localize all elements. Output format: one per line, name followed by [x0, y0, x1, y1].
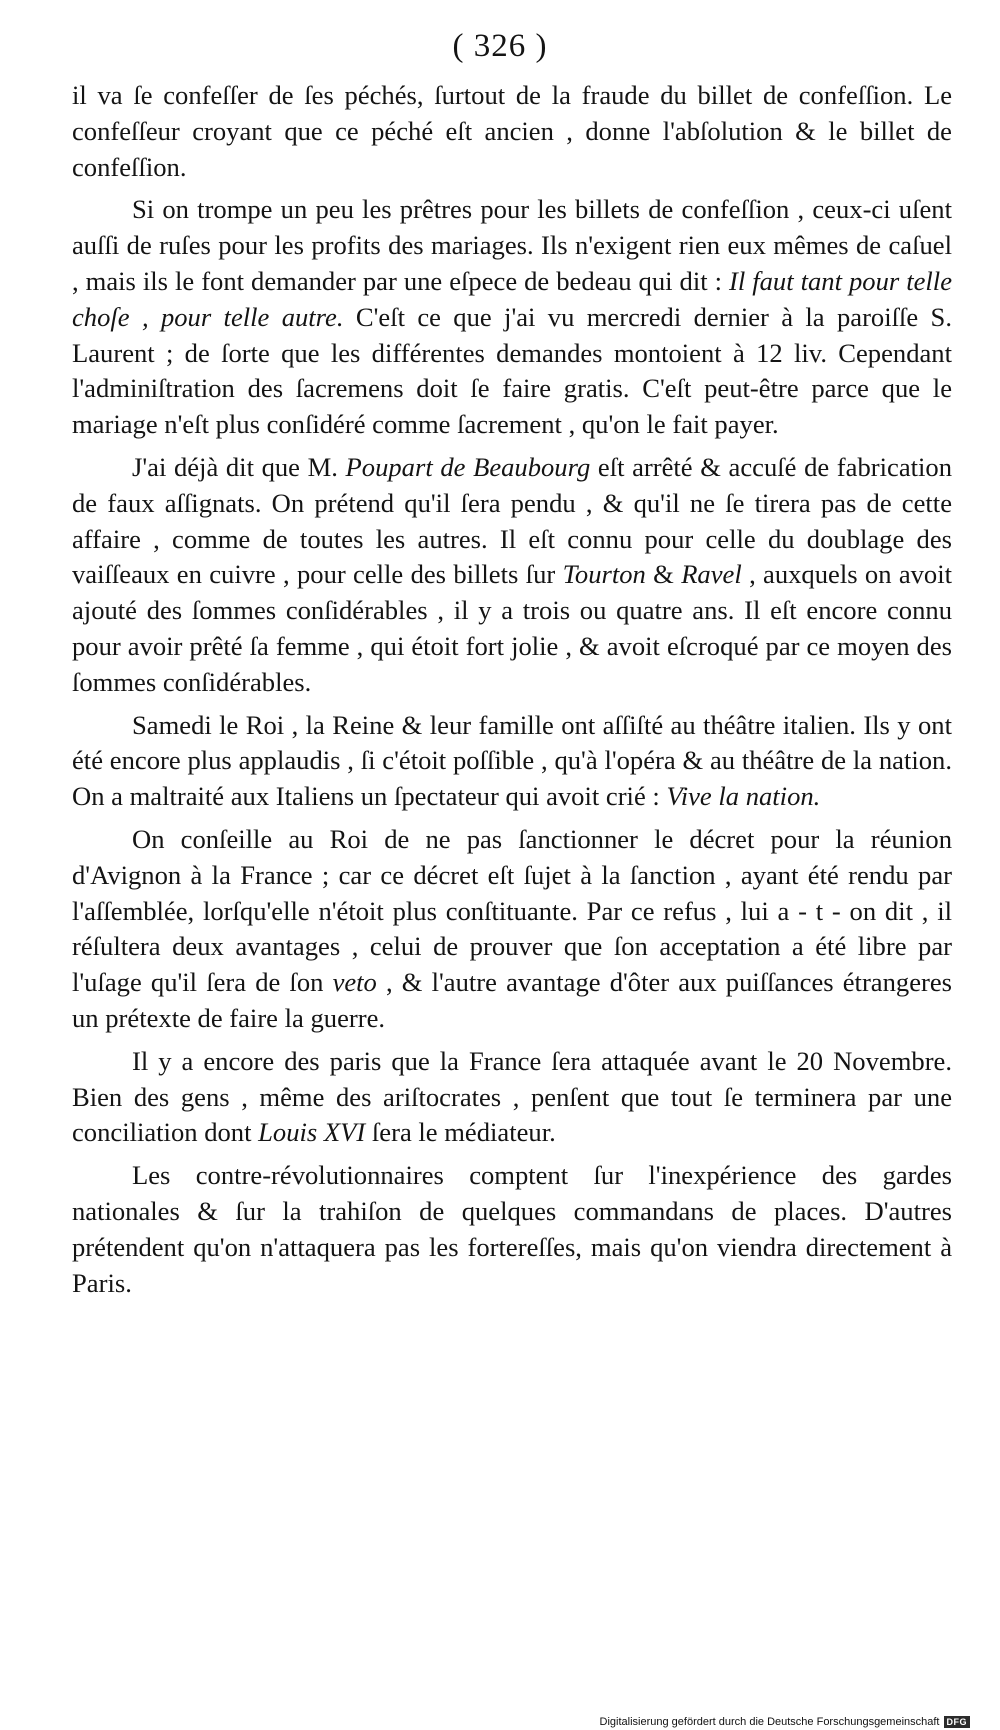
paragraph [72, 822, 952, 1037]
text-run: eſt arrêté & accuſé de fabrication de faux aſſignats. On prétend qu'il ſera pendu , & qu'il ne ſe tirera pas de cette affaire , comme de toutes les autres. Il eſt connu pour celle du doublage des vaiſſeaux en cuivre , pour celle des billets ſur [72, 451, 952, 590]
paragraph [72, 450, 952, 701]
credit-text: Digitalisierung gefördert durch die Deutsche Forschungsgemeinschaft [599, 1716, 940, 1728]
digitization-credit [600, 1716, 970, 1728]
text-run: Samedi le Roi , la Reine & leur famille ont aſſiſté au théâtre italien. Ils y ont été encore plus applaudis , ſi c'étoit poſſible , qu'à l'opéra & au théâtre de la nation. On a maltraité aux Italiens un ſpectateur qui avoit crié : [72, 709, 952, 812]
italic-text: Il faut tant pour telle choſe , pour telle autre. [72, 265, 953, 332]
italic-text: Tourton [562, 559, 646, 590]
text-run: , & l'autre avantage d'ôter aux puiſſances étrangeres un prétexte de faire la guerre. [72, 967, 953, 1033]
page-number: ( 326 ) [452, 28, 548, 64]
text-run: & [645, 559, 682, 590]
text-run: On conſeille au Roi de ne pas ſanctionner le décret pour la réunion d'Avignon à la France ; car ce décret eſt ſujet à la ſanction , ayant été rendu par l'aſſemblée, lorſqu'elle n'étoit plus conſtituante. Par ce refus , lui a - t - on dit , il réſultera deux avantages , celui de prouver que ſon acceptation a été libre par l'uſage qu'il ſera de ſon [72, 823, 952, 998]
italic-text: veto [332, 967, 377, 998]
text-run: J'ai déjà dit que M. [132, 451, 346, 482]
text-run: il va ſe confeſſer de ſes péchés, ſurtout de la fraude du billet de confeſſion. Le confeſſeur croyant que ce péché eſt ancien , donne l'abſolution & le billet de confeſſion. [72, 80, 952, 182]
body-text [72, 78, 952, 1308]
italic-text: Vive la nation. [666, 781, 821, 812]
paragraph [72, 708, 952, 815]
paragraph [72, 78, 952, 185]
text-run: Si on trompe un peu les prêtres pour les billets de confeſſion , ceux-ci uſent auſſi de ruſes pour les profits des mariages. Ils n'exigent rien eux mêmes de caſuel , mais ils le font demander par une eſpece de bedeau qui dit : [72, 194, 952, 296]
italic-text: Poupart de Beaubourg [345, 451, 591, 482]
text-run: , auxquels on avoit ajouté des ſommes conſidérables , il y a trois ou quatre ans. Il eſt encore connu pour avoir prêté ſa femme , qui étoit fort jolie , & avoit eſcroqué par ce moyen des ſommes conſidérables. [72, 559, 952, 697]
paragraph [72, 1158, 952, 1301]
italic-text: Louis XVI [258, 1117, 366, 1148]
paragraph [72, 192, 952, 443]
text-run: C'eſt ce que j'ai vu mercredi dernier à la paroiſſe S. Laurent ; de ſorte que les différentes demandes montoient à 12 liv. Cependant l'adminiſtration des ſacremens doit ſe faire gratis. C'eſt peut-être parce que le mariage n'eſt plus conſidéré comme ſacrement , qu'on le fait payer. [72, 301, 952, 440]
dfg-logo: DFG [944, 1716, 971, 1728]
italic-text: Ravel [681, 559, 742, 590]
text-run: ſera le médiateur. [365, 1117, 556, 1148]
text-run: Il y a encore des paris que la France ſera attaquée avant le 20 Novembre. Bien des gens , même des ariſtocrates , penſent que tout ſe terminera par une conciliation dont [72, 1045, 952, 1148]
paragraph [72, 1044, 952, 1151]
text-run: Les contre-révolutionnaires comptent ſur l'inexpérience des gardes nationales & ſur la trahiſon de quelques commandans de places. D'autres prétendent qu'on n'attaquera pas les fortereſſes, mais qu'on viendra directement à Paris. [72, 1160, 952, 1298]
